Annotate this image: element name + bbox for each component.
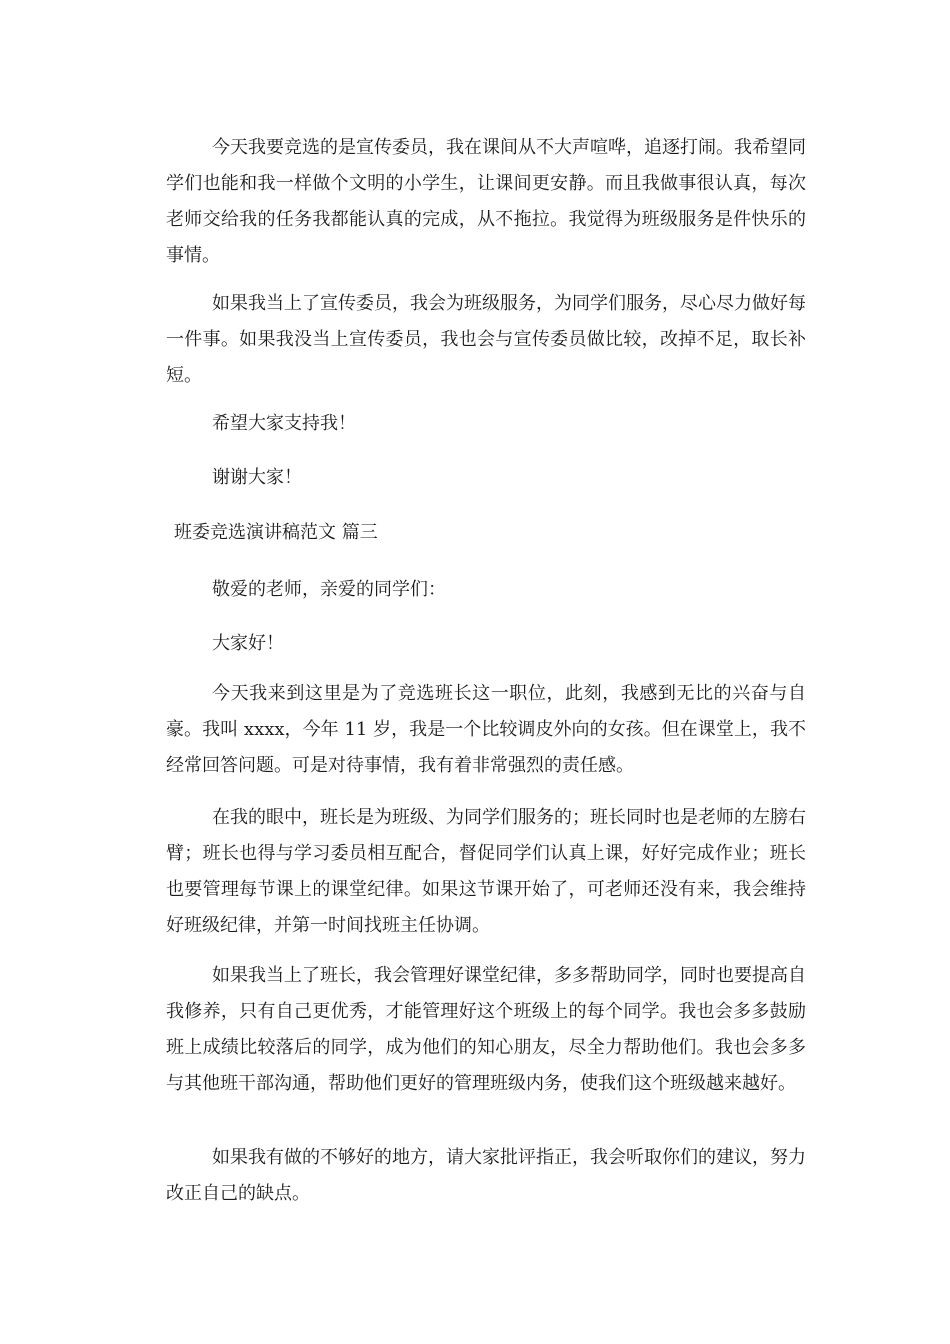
paragraph-thanks: 谢谢大家！ — [212, 467, 302, 488]
paragraph-monitor-plan: 如果我当上了班长，我会管理好课堂纪律，多多帮助同学，同时也要提高自我修养，只有自己更优秀，才能管理好这个班级上的每个同学。我也会多多鼓励班上成绩比较落后的同学，成为他们的知心朋友，尽全力帮助他们。我也会多多与其他班干部沟通，帮助他们更好的管理班级内务，使我们这个班级越来越好。 — [166, 965, 806, 1094]
paragraph-propaganda-promise: 如果我当上了宣传委员，我会为班级服务，为同学们服务，尽心尽力做好每一件事。如果我没当上宣传委员，我也会与宣传委员做比较，改掉不足，取长补短。 — [166, 293, 806, 386]
paragraph-monitor-intro: 今天我来到这里是为了竞选班长这一职位，此刻，我感到无比的兴奋与自豪。我叫 xxxx，今年 11 岁，我是一个比较调皮外向的女孩。但在课堂上，我不经常回答问题。可是对待事情，我有着非常强烈的责任感。 — [166, 683, 806, 776]
salutation: 敬爱的老师，亲爱的同学们： — [212, 579, 446, 600]
section-heading: 班委竞选演讲稿范文 篇三 — [174, 522, 378, 543]
paragraph-monitor-role: 在我的眼中，班长是为班级、为同学们服务的；班长同时也是老师的左膀右臂；班长也得与学习委员相互配合，督促同学们认真上课，好好完成作业；班长也要管理每节课上的课堂纪律。如果这节课开始了，可老师还没有来，我会维持好班级纪律，并第一时间找班主任协调。 — [166, 807, 806, 936]
paragraph-propaganda-intro: 今天我要竞选的是宣传委员，我在课间从不大声喧哗，追逐打闹。我希望同学们也能和我一样做个文明的小学生，让课间更安静。而且我做事很认真，每次老师交给我的任务我都能认真的完成，从不拖拉。我觉得为班级服务是件快乐的事情。 — [166, 137, 806, 266]
paragraph-support-request: 希望大家支持我！ — [212, 413, 356, 434]
paragraph-closing: 如果我有做的不够好的地方，请大家批评指正，我会听取你们的建议，努力改正自己的缺点。 — [166, 1147, 806, 1204]
greeting: 大家好！ — [212, 633, 284, 654]
